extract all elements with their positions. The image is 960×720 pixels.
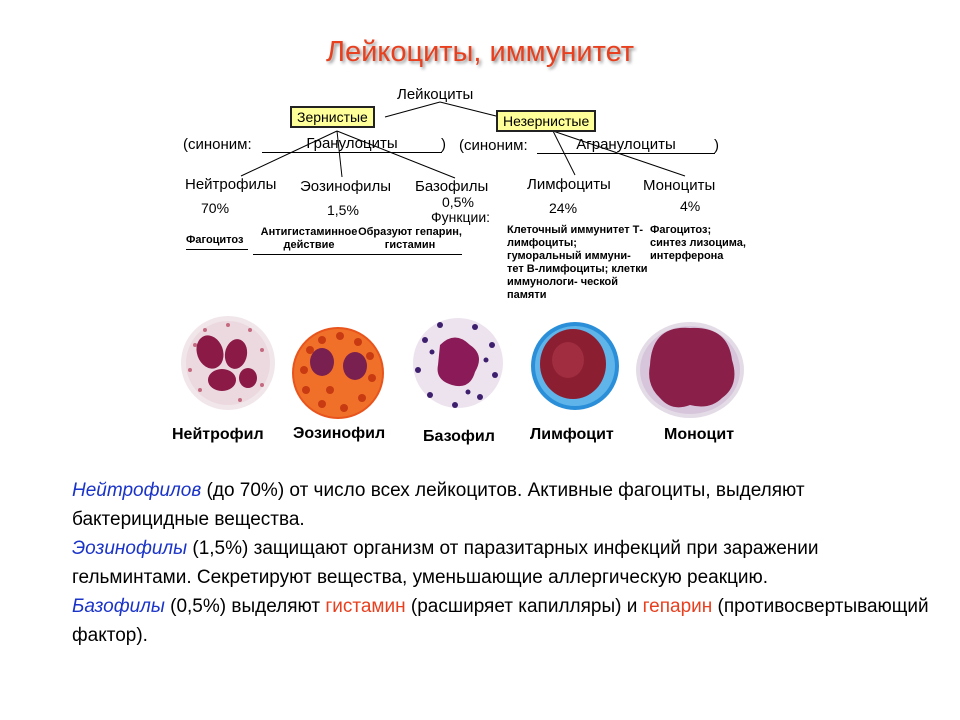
term-heparin: гепарин: [642, 596, 713, 617]
eosinophil-image: [292, 327, 384, 419]
paragraph-neutrophils: [34, 476, 934, 534]
cell-label-lymphocyte: Лимфоцит: [530, 426, 614, 443]
type-name-basophils: Базофилы: [415, 178, 489, 195]
term-histamine: гистамин: [325, 596, 406, 617]
page-title: Лейкоциты, иммунитет: [325, 36, 635, 68]
function-lymphocytes: Клеточный иммунитет Т-лимфоциты; гуморальный иммуни- тет В-лимфоциты; клетки иммунологи- ческой памяти: [507, 224, 648, 301]
type-name-eosinophils: Эозинофилы: [300, 178, 392, 195]
synonym-left: Гранулоциты: [262, 135, 442, 153]
synonym-right-prefix: (синоним:: [459, 137, 528, 154]
function-neutrophils: Фагоцитоз: [186, 234, 248, 250]
percent-neutrophils: 70%: [201, 200, 230, 216]
synonym-right: Агранулоциты: [537, 136, 715, 154]
basophil-image: [413, 318, 503, 408]
group-box-agranular: Незернистые: [496, 110, 596, 132]
paragraph-eosinophils: [34, 534, 934, 592]
term-neutrophils: Нейтрофилов: [72, 480, 202, 501]
type-name-monocytes: Моноциты: [643, 177, 716, 194]
type-name-lymphocytes: Лимфоциты: [527, 176, 611, 193]
synonym-left-suffix: ): [441, 136, 446, 153]
functions-label: Функции:: [431, 209, 491, 225]
paragraph-basophils-text-c: (противосвертывающий фактор).: [72, 596, 929, 646]
synonym-left-prefix: (синоним:: [183, 136, 252, 153]
description-text: [34, 476, 934, 650]
percent-basophils: 0,5%: [442, 194, 474, 210]
paragraph-neutrophils-text: (до 70%) от число всех лейкоцитов. Активные фагоциты, выделяют бактерицидные вещества.: [72, 480, 805, 530]
term-eosinophils: Эозинофилы: [72, 538, 188, 559]
paragraph-basophils: [34, 592, 934, 650]
cell-label-neutrophil: Нейтрофил: [172, 426, 264, 443]
paragraph-basophils-text-b: (расширяет капилляры) и: [405, 596, 643, 617]
paragraph-eosinophils-text: (1,5%) защищают организм от паразитарных инфекций при заражении гельминтами. Секретируют вещества, уменьшающие аллергическую реакцию.: [72, 538, 819, 588]
cell-label-monocyte: Моноцит: [664, 426, 735, 443]
function-eosinophils: Антигистаминное действие: [253, 226, 365, 255]
function-monocytes: Фагоцитоз; синтез лизоцима, интерферона: [650, 224, 746, 262]
lymphocyte-image: [531, 322, 619, 410]
paragraph-basophils-text-a: (0,5%) выделяют: [164, 596, 326, 617]
type-name-neutrophils: Нейтрофилы: [185, 176, 277, 193]
cell-label-basophil: Базофил: [423, 428, 495, 445]
synonym-right-suffix: ): [714, 137, 719, 154]
function-basophils: Образуют гепарин, гистамин: [358, 226, 462, 255]
percent-monocytes: 4%: [680, 198, 701, 214]
term-basophils: Базофилы: [72, 596, 165, 617]
cell-label-eosinophil: Эозинофил: [293, 425, 386, 442]
percent-lymphocytes: 24%: [549, 200, 578, 216]
tree-root: Лейкоциты: [397, 86, 474, 103]
monocyte-image: [636, 322, 744, 418]
group-box-granular: Зернистые: [290, 106, 375, 128]
neutrophil-image: [181, 316, 275, 410]
percent-eosinophils: 1,5%: [327, 202, 359, 218]
